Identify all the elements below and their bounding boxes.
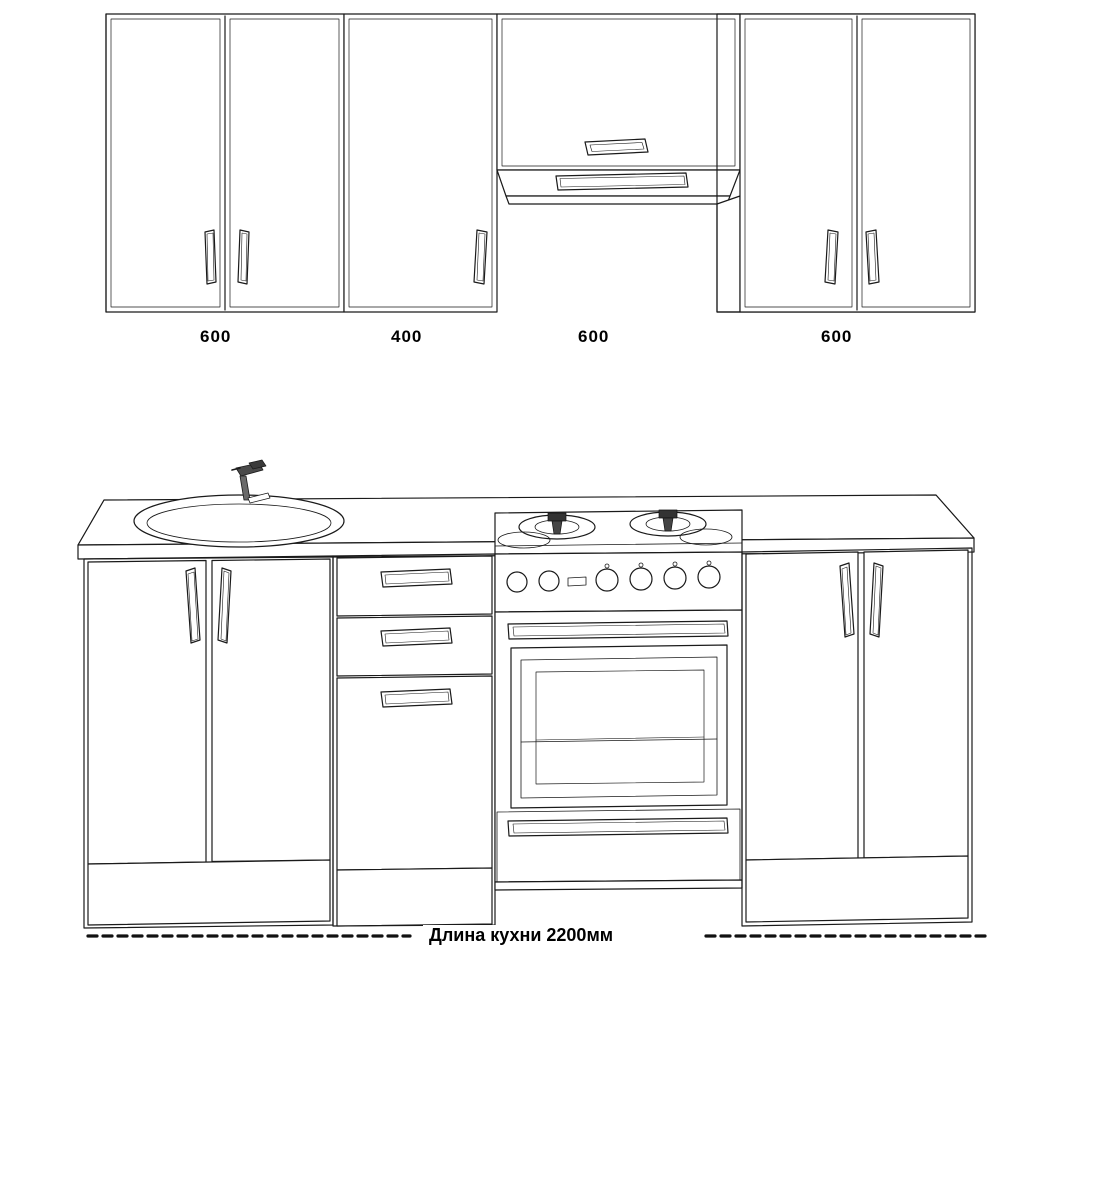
oven-door-handle[interactable]	[508, 621, 728, 639]
dimension-label-upper-600-right: 600	[821, 327, 853, 346]
oven-body[interactable]	[495, 610, 742, 882]
control-panel[interactable]	[495, 552, 742, 612]
cabinet-handle[interactable]	[825, 230, 838, 284]
range-hood-unit[interactable]	[497, 14, 740, 312]
dimension-label-upper-600-left: 600	[200, 327, 232, 346]
upper-cabinet-row	[106, 14, 975, 312]
total-length-label: Длина кухни 2200мм	[423, 925, 619, 946]
sink-basin[interactable]	[134, 495, 344, 547]
base-plinth	[337, 868, 492, 926]
cooking-range[interactable]	[495, 510, 742, 890]
upper-cabinet-600-left[interactable]	[106, 14, 344, 312]
dimension-label-upper-600-hood: 600	[578, 327, 610, 346]
cabinet-handle[interactable]	[205, 230, 216, 284]
base-cabinet-600-right[interactable]	[742, 548, 972, 926]
base-cabinet-600-left[interactable]	[84, 556, 333, 928]
drawer-handle[interactable]	[381, 628, 452, 646]
upper-cabinet-400[interactable]	[344, 14, 497, 312]
dimension-label-upper-400: 400	[391, 327, 423, 346]
lower-cabinet-row	[78, 460, 990, 936]
hood-cabinet-handle	[585, 139, 648, 155]
base-plinth	[746, 856, 968, 922]
cabinet-handle[interactable]	[238, 230, 249, 284]
drawer-handle[interactable]	[381, 689, 452, 707]
upper-cabinet-600-right[interactable]	[717, 14, 975, 312]
base-plinth	[88, 860, 330, 925]
oven-base	[495, 880, 742, 890]
drawer-middle[interactable]	[337, 616, 492, 676]
cabinet-handle[interactable]	[474, 230, 487, 284]
drawer-handle[interactable]	[381, 569, 452, 587]
base-drawer-unit-400[interactable]	[333, 554, 495, 926]
cabinet-handle[interactable]	[866, 230, 879, 284]
hood-filter-slot	[556, 173, 688, 190]
